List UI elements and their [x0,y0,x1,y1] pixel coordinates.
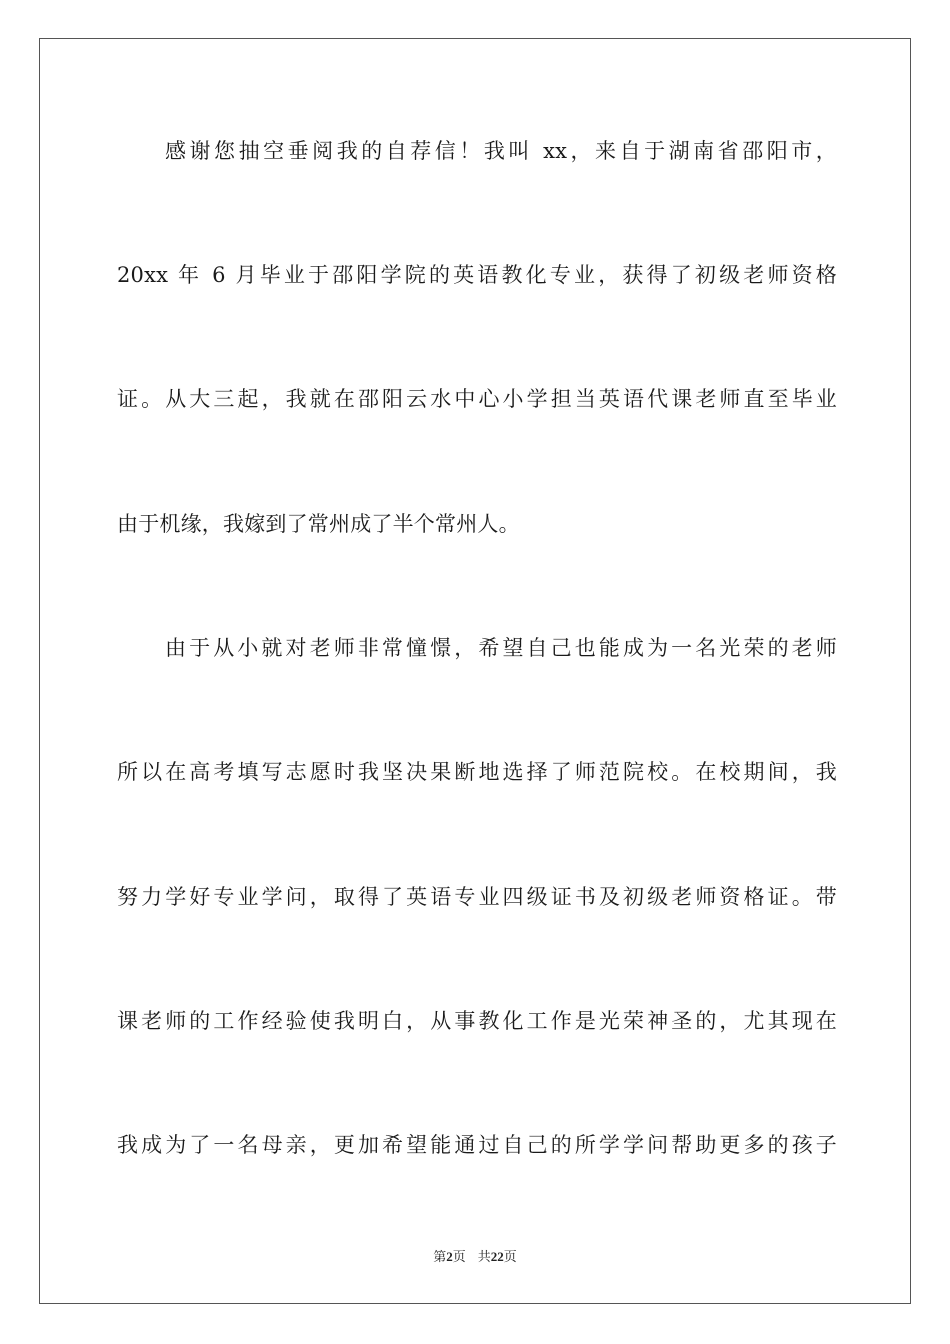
footer-page-suffix: 页 [452,1250,466,1265]
text-line-9: 我成为了一名母亲，更加希望能通过自己的所学学问帮助更多的孩子 [117,1133,837,1157]
text-line-8: 课老师的工作经验使我明白，从事教化工作是光荣神圣的，尤其现在 [117,1009,837,1033]
footer-total-prefix: 共 [477,1250,491,1265]
text-line-4: 由于机缘，我嫁到了常州成了半个常州人。 [117,512,520,536]
footer-page-number: 2 [446,1249,453,1264]
text-line-7: 努力学好专业学问，取得了英语专业四级证书及初级老师资格证。带 [117,885,837,909]
page-footer [0,1248,950,1267]
footer-total-pages: 22 [490,1249,504,1264]
text-line-3: 证。从大三起，我就在邵阳云水中心小学担当英语代课老师直至毕业 [117,387,837,411]
footer-total-suffix: 页 [503,1250,517,1265]
text-line-2: 20xx 年 6 月毕业于邵阳学院的英语教化专业，获得了初级老师资格 [117,263,837,287]
page-frame [39,38,911,1304]
footer-page-prefix: 第 [433,1250,447,1265]
text-line-6: 所以在高考填写志愿时我坚决果断地选择了师范院校。在校期间，我 [117,760,837,784]
text-line-1: 感谢您抽空垂阅我的自荐信！我叫 xx，来自于湖南省邵阳市， [165,139,837,163]
text-line-5: 由于从小就对老师非常憧憬，希望自己也能成为一名光荣的老师 [165,636,837,660]
